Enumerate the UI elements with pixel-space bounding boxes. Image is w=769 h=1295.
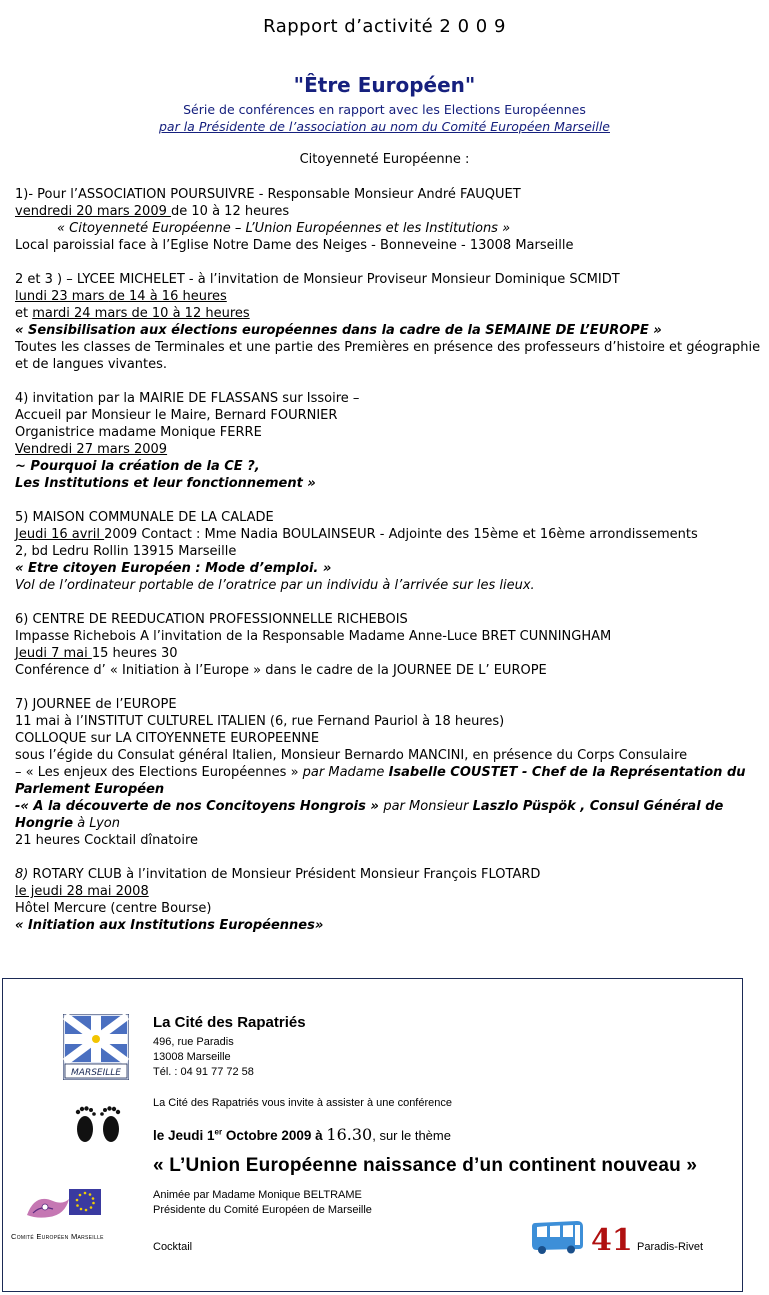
s5-contact: 2009 Contact : Mme Nadia BOULAINSEUR - Adjointe des 15ème et 16ème arrondissements [104, 527, 698, 542]
s7-talk1-title: – « Les enjeux des Elections Européennes » [15, 765, 303, 780]
s4-organizer: Organistrice madame Monique FERRE [15, 425, 262, 440]
s8-number: 8) [15, 867, 29, 882]
s7-talk1-speaker: Isabelle COUSTET - Chef de la Représentation du Parlement Européen [15, 765, 746, 797]
org-city: 13008 Marseille [153, 1051, 231, 1063]
s2-time2: de 10 à 12 heures [131, 306, 250, 321]
s4-theme1: ~ Pourquoi la création de la CE ?, [15, 459, 260, 474]
s7-talk1-by: par Madame [302, 765, 389, 780]
org-name: La Cité des Rapatriés [153, 1014, 306, 1031]
s2-et: et [15, 306, 33, 321]
section-title: Citoyenneté Européenne : [299, 152, 470, 167]
org-address [153, 1035, 254, 1080]
speaker-role: Présidente du Comité Européen de Marseille [153, 1204, 372, 1216]
comite-europeen-label: Comité Européen Marseille [11, 1232, 104, 1241]
cocktail-label: Cocktail [153, 1241, 193, 1253]
s2-line: 2 et 3 ) – LYCEE MICHELET - à l’invitation de Monsieur Proviseur Monsieur Dominique SCMIDT [15, 272, 620, 287]
report-title: Rapport d’activité 2 0 0 9 [263, 16, 506, 37]
invitation-card [2, 978, 743, 1292]
org-street: 496, rue Paradis [153, 1036, 234, 1048]
ville-de-marseille-logo [63, 1014, 129, 1080]
s7-line: 7) JOURNEE de l’EUROPE [15, 697, 177, 712]
s8-date: le jeudi 28 mai 2008 [15, 884, 149, 899]
s4-mayor: Accueil par Monsieur le Maire, Bernard FOURNIER [15, 408, 338, 423]
s4-line: 4) invitation par la MAIRIE DE FLASSANS sur Issoire – [15, 391, 360, 406]
s7-talk2-title: -« A la découverte de nos Concitoyens Hongrois » [15, 799, 384, 814]
subheading: Série de conférences en rapport avec les Elections Européennes [183, 102, 586, 117]
activity-list [15, 186, 765, 934]
s6-line: 6) CENTRE DE REEDUCATION PROFESSIONNELLE RICHEBOIS [15, 612, 408, 627]
event-time: 16.30 [326, 1125, 373, 1144]
s6-invitation: Impasse Richebois A l’invitation de la Responsable Madame Anne-Luce BRET CUNNINGHAM [15, 629, 612, 644]
event-theme-intro: , sur le thème [372, 1128, 451, 1143]
event-day-suffix: er [214, 1127, 223, 1137]
s5-date: Jeudi 16 avril [15, 527, 105, 542]
s2-theme: « Sensibilisation aux élections européennes dans la cadre de la SEMAINE DE L’EUROPE » [15, 323, 662, 338]
comite-europeen-logo [23, 1185, 105, 1227]
s5-line: 5) MAISON COMMUNALE DE LA CALADE [15, 510, 274, 525]
event-day: le Jeudi 1 [153, 1128, 215, 1143]
s6-conference: Conférence d’ « Initiation à l’Europe » dans le cadre de la JOURNEE DE L’ EUROPE [15, 663, 547, 678]
s7-talk2-city: à Lyon [73, 816, 120, 831]
s7-talk2-speaker: Laszlo Püspök , Consul Général de Hongrie [15, 799, 724, 831]
s1-theme: « Citoyenneté Européenne – L’Union Européennes et les Institutions » [57, 221, 511, 236]
svg-text:MARSEILLE: MARSEILLE [71, 1068, 121, 1078]
s2-date2: mardi 24 mars [32, 306, 132, 321]
s6-time: 15 heures 30 [91, 646, 178, 661]
event-date [153, 1125, 451, 1144]
s7-cocktail: 21 heures Cocktail dînatoire [15, 833, 199, 848]
s6-date-line [15, 645, 765, 662]
s4-theme2: Les Institutions et leur fonctionnement » [15, 476, 316, 491]
s5-theme: « Etre citoyen Européen : Mode d’emploi. » [15, 561, 332, 576]
s1-date: vendredi 20 mars 2009 [15, 204, 172, 219]
s2-date1-line [15, 288, 765, 305]
s1-line: 1)- Pour l’ASSOCIATION POURSUIVRE - Responsable Monsieur André FAUQUET [15, 187, 521, 202]
s7-venue: 11 mai à l’INSTITUT CULTUREL ITALIEN (6, rue Fernand Pauriol à 18 heures) [15, 714, 505, 729]
s5-note: Vol de l’ordinateur portable de l’oratrice par un individu à l’arrivée sur les lieux. [15, 578, 535, 593]
s8-theme: « Initiation aux Institutions Européennes» [15, 918, 324, 933]
org-phone: Tél. : 04 91 77 72 58 [153, 1066, 254, 1078]
s1-time: de 10 à 12 heures [171, 204, 290, 219]
s2-date2-line [15, 305, 765, 322]
subheading-presidente: par la Présidente de l’association au nom du Comité Européen Marseille [159, 119, 610, 134]
s6-date: Jeudi 7 mai [15, 646, 92, 661]
main-heading: "Être Européen" [293, 73, 476, 97]
s7-talk2 [15, 798, 765, 832]
speaker-info [153, 1188, 372, 1218]
invitation-text: La Cité des Rapatriés vous invite à assister à une conférence [153, 1097, 452, 1109]
s8-rotary: ROTARY CLUB à l’invitation de Monsieur Président Monsieur François FLOTARD [28, 867, 541, 882]
s8-line [15, 866, 765, 883]
bus-stop-name: Paradis-Rivet [637, 1241, 704, 1253]
s2-date1: lundi 23 mars [15, 289, 109, 304]
s7-talk2-by: par Monsieur [383, 799, 473, 814]
event-month: Octobre 2009 à [222, 1128, 327, 1143]
bus-icon [529, 1219, 585, 1255]
bus-line-number: 41 [591, 1223, 633, 1258]
s8-place: Hôtel Mercure (centre Bourse) [15, 901, 212, 916]
s4-date: Vendredi 27 mars 2009 [15, 442, 168, 457]
s7-colloque: COLLOQUE sur LA CITOYENNETE EUROPEENNE [15, 731, 320, 746]
s2-note: Toutes les classes de Terminales et une partie des Premières en présence des professeurs d’histoire et géographie et de langues vivantes. [15, 340, 761, 372]
footprints-icon [69, 1101, 127, 1151]
s5-date-line [15, 526, 765, 543]
conference-title: « L’Union Européenne naissance d’un continent nouveau » [153, 1155, 698, 1176]
s1-place: Local paroissial face à l’Eglise Notre Dame des Neiges - Bonneveine - 13008 Marseille [15, 238, 574, 253]
s7-consulat: sous l’égide du Consulat général Italien, Monsieur Bernardo MANCINI, en présence du Corps Consulaire [15, 748, 688, 763]
s2-time1: de 14 à 16 heures [108, 289, 227, 304]
s5-address: 2, bd Ledru Rollin 13915 Marseille [15, 544, 237, 559]
s7-talk1 [15, 764, 765, 798]
s1-date-line [15, 203, 765, 220]
speaker-name: Animée par Madame Monique BELTRAME [153, 1189, 362, 1201]
